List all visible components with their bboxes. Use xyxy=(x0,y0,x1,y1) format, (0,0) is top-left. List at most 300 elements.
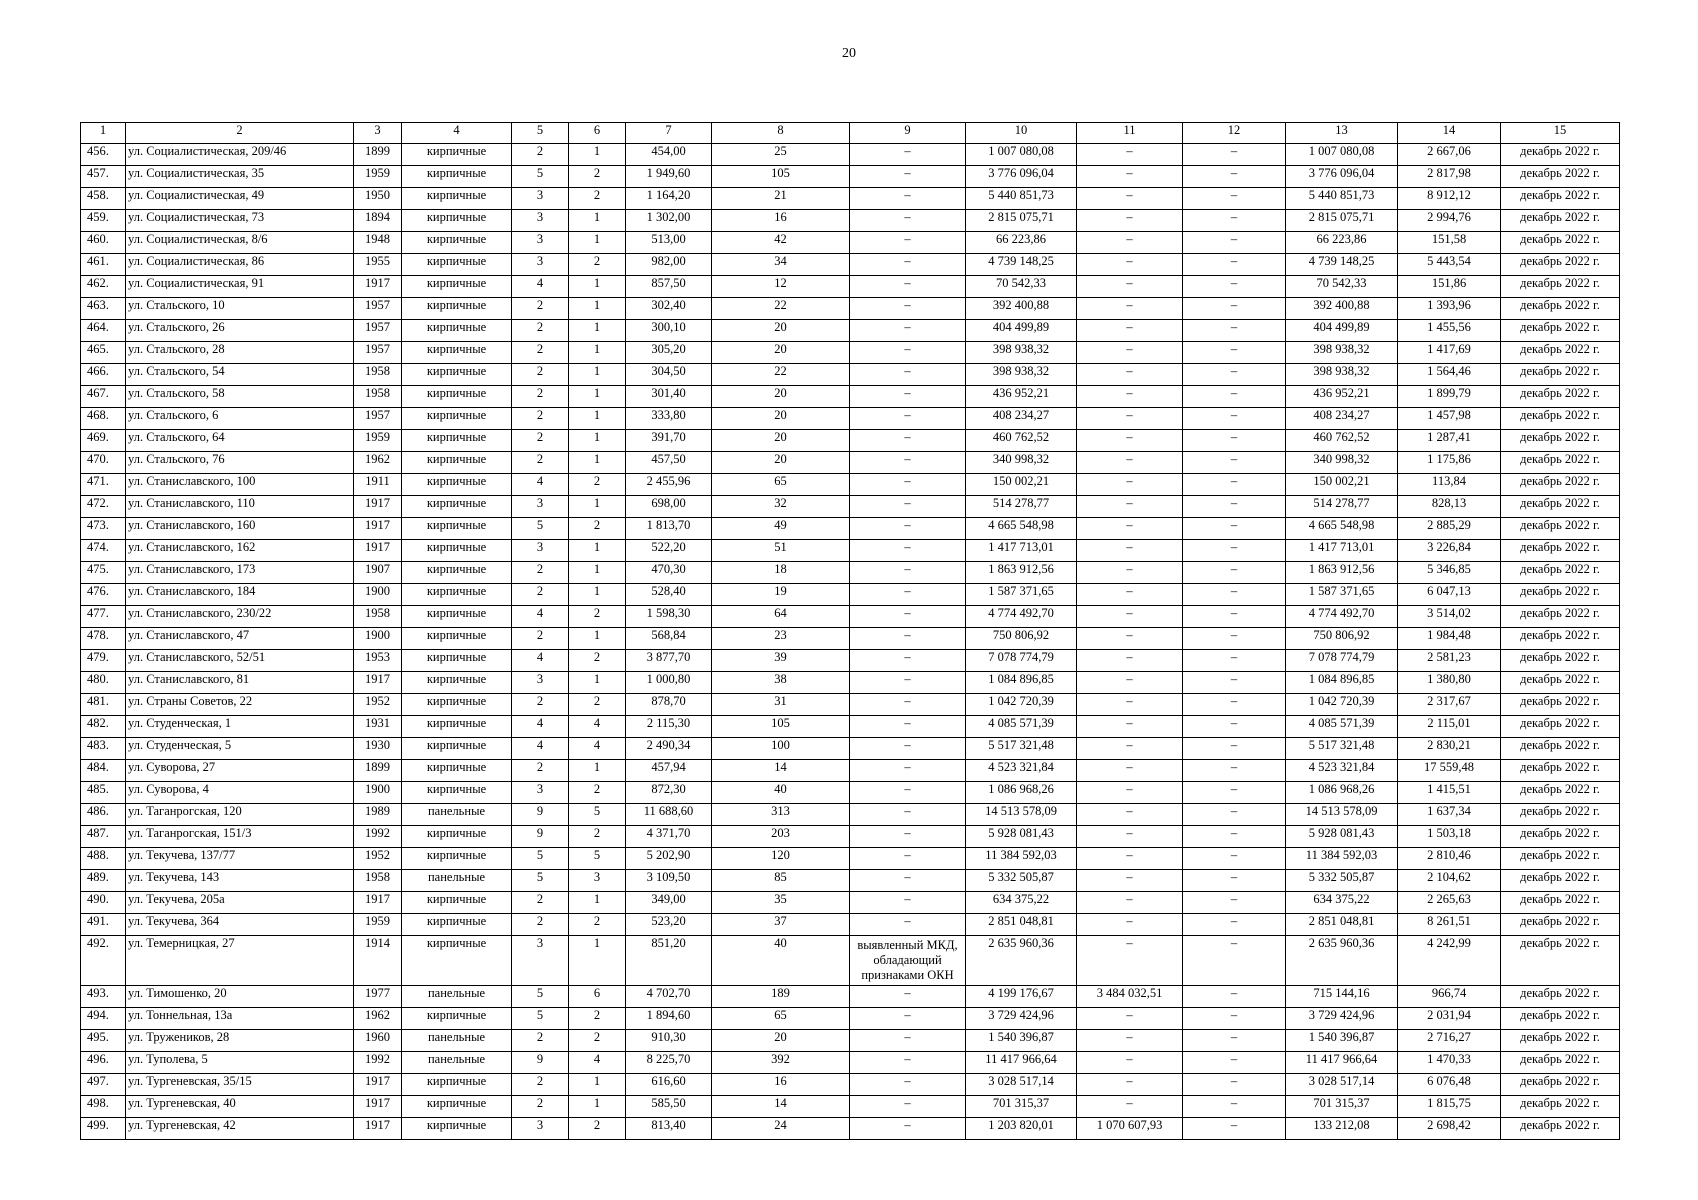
table-cell-col-5: 4 xyxy=(512,738,569,760)
table-cell-col-14: 6 076,48 xyxy=(1398,1074,1501,1096)
table-cell-col-4: кирпичные xyxy=(402,826,512,848)
table-cell-col-10: 340 998,32 xyxy=(966,452,1077,474)
table-cell-col-12: – xyxy=(1183,672,1286,694)
table-row xyxy=(81,518,1620,540)
table-cell-col-10: 4 085 571,39 xyxy=(966,716,1077,738)
table-cell-col-9: – xyxy=(850,364,966,386)
table-cell-col-6: 2 xyxy=(569,188,626,210)
table-cell-col-4: панельные xyxy=(402,1030,512,1052)
table-cell-col-2: ул. Тимошенко, 20 xyxy=(126,986,354,1008)
table-cell-col-4: кирпичные xyxy=(402,716,512,738)
table-cell-col-4: кирпичные xyxy=(402,430,512,452)
table-cell-col-2: ул. Тружеников, 28 xyxy=(126,1030,354,1052)
table-cell-col-13: 404 499,89 xyxy=(1286,320,1398,342)
table-cell-col-13: 1 863 912,56 xyxy=(1286,562,1398,584)
table-cell-col-2: ул. Студенческая, 5 xyxy=(126,738,354,760)
table-cell-col-10: 408 234,27 xyxy=(966,408,1077,430)
table-cell-col-11: – xyxy=(1077,628,1183,650)
table-cell-col-12: – xyxy=(1183,986,1286,1008)
table-cell-col-7: 2 490,34 xyxy=(626,738,712,760)
table-row xyxy=(81,1008,1620,1030)
table-cell-col-11: – xyxy=(1077,518,1183,540)
table-cell-col-12: – xyxy=(1183,1118,1286,1140)
table-cell-col-9: – xyxy=(850,716,966,738)
table-cell-col-3: 1917 xyxy=(354,1074,402,1096)
table-cell-col-13: 1 086 968,26 xyxy=(1286,782,1398,804)
table-cell-col-6: 1 xyxy=(569,672,626,694)
table-cell-col-14: 8 261,51 xyxy=(1398,914,1501,936)
table-cell-col-9: – xyxy=(850,562,966,584)
table-cell-col-15: декабрь 2022 г. xyxy=(1501,1074,1620,1096)
table-cell-col-12: – xyxy=(1183,430,1286,452)
table-cell-col-4: кирпичные xyxy=(402,518,512,540)
table-cell-col-6: 1 xyxy=(569,1074,626,1096)
table-cell-col-1: 482. xyxy=(81,716,126,738)
table-cell-col-7: 2 455,96 xyxy=(626,474,712,496)
table-cell-col-4: кирпичные xyxy=(402,936,512,986)
table-cell-col-12: – xyxy=(1183,496,1286,518)
table-cell-col-13: 150 002,21 xyxy=(1286,474,1398,496)
table-cell-col-15: декабрь 2022 г. xyxy=(1501,408,1620,430)
table-cell-col-10: 11 384 592,03 xyxy=(966,848,1077,870)
table-cell-col-11: – xyxy=(1077,1074,1183,1096)
table-cell-col-1: 462. xyxy=(81,276,126,298)
table-cell-col-7: 11 688,60 xyxy=(626,804,712,826)
table-cell-col-13: 4 774 492,70 xyxy=(1286,606,1398,628)
table-cell-col-10: 436 952,21 xyxy=(966,386,1077,408)
table-cell-col-2: ул. Станиславского, 52/51 xyxy=(126,650,354,672)
table-row xyxy=(81,474,1620,496)
table-cell-col-7: 1 000,80 xyxy=(626,672,712,694)
table-cell-col-14: 8 912,12 xyxy=(1398,188,1501,210)
table-cell-col-8: 20 xyxy=(712,386,850,408)
table-cell-col-5: 5 xyxy=(512,1008,569,1030)
table-cell-col-5: 2 xyxy=(512,914,569,936)
table-cell-col-4: кирпичные xyxy=(402,738,512,760)
table-cell-col-7: 300,10 xyxy=(626,320,712,342)
table-cell-col-7: 523,20 xyxy=(626,914,712,936)
table-cell-col-3: 1989 xyxy=(354,804,402,826)
table-cell-col-5: 2 xyxy=(512,430,569,452)
table-cell-col-11: – xyxy=(1077,672,1183,694)
table-cell-col-14: 1 380,80 xyxy=(1398,672,1501,694)
table-cell-col-3: 1992 xyxy=(354,826,402,848)
table-cell-col-1: 480. xyxy=(81,672,126,694)
table-cell-col-4: кирпичные xyxy=(402,232,512,254)
table-cell-col-14: 966,74 xyxy=(1398,986,1501,1008)
table-cell-col-14: 2 885,29 xyxy=(1398,518,1501,540)
table-cell-col-9: – xyxy=(850,804,966,826)
table-cell-col-9: – xyxy=(850,210,966,232)
table-cell-col-11: – xyxy=(1077,188,1183,210)
table-cell-col-15: декабрь 2022 г. xyxy=(1501,936,1620,986)
table-cell-col-6: 1 xyxy=(569,342,626,364)
table-cell-col-5: 5 xyxy=(512,848,569,870)
table-cell-col-11: – xyxy=(1077,364,1183,386)
table-cell-col-15: декабрь 2022 г. xyxy=(1501,804,1620,826)
table-cell-col-9: – xyxy=(850,760,966,782)
table-row xyxy=(81,232,1620,254)
table-cell-col-15: декабрь 2022 г. xyxy=(1501,298,1620,320)
table-cell-col-4: кирпичные xyxy=(402,650,512,672)
table-cell-col-7: 1 164,20 xyxy=(626,188,712,210)
table-cell-col-8: 105 xyxy=(712,166,850,188)
page-number: 20 xyxy=(842,46,856,61)
column-header-2: 2 xyxy=(126,123,354,144)
table-cell-col-11: – xyxy=(1077,496,1183,518)
table-cell-col-3: 1911 xyxy=(354,474,402,496)
table-cell-col-10: 634 375,22 xyxy=(966,892,1077,914)
table-cell-col-1: 474. xyxy=(81,540,126,562)
table-cell-col-1: 486. xyxy=(81,804,126,826)
table-cell-col-9: выявленный МКД, обладающий признаками ОКН xyxy=(850,936,966,986)
table-cell-col-11: – xyxy=(1077,386,1183,408)
table-cell-col-13: 133 212,08 xyxy=(1286,1118,1398,1140)
table-cell-col-5: 4 xyxy=(512,606,569,628)
table-cell-col-6: 2 xyxy=(569,518,626,540)
table-cell-col-15: декабрь 2022 г. xyxy=(1501,540,1620,562)
table-cell-col-14: 2 716,27 xyxy=(1398,1030,1501,1052)
table-cell-col-11: – xyxy=(1077,298,1183,320)
table-cell-col-12: – xyxy=(1183,1052,1286,1074)
table-cell-col-3: 1992 xyxy=(354,1052,402,1074)
table-cell-col-2: ул. Стальского, 10 xyxy=(126,298,354,320)
table-cell-col-3: 1917 xyxy=(354,518,402,540)
table-cell-col-8: 25 xyxy=(712,144,850,166)
table-cell-col-14: 2 698,42 xyxy=(1398,1118,1501,1140)
table-cell-col-8: 203 xyxy=(712,826,850,848)
table-cell-col-3: 1917 xyxy=(354,540,402,562)
table-cell-col-9: – xyxy=(850,1030,966,1052)
column-header-1: 1 xyxy=(81,123,126,144)
table-cell-col-9: – xyxy=(850,870,966,892)
table-cell-col-13: 2 815 075,71 xyxy=(1286,210,1398,232)
table-cell-col-2: ул. Станиславского, 160 xyxy=(126,518,354,540)
table-row xyxy=(81,1030,1620,1052)
table-cell-col-9: – xyxy=(850,826,966,848)
table-cell-col-12: – xyxy=(1183,694,1286,716)
table-cell-col-6: 1 xyxy=(569,276,626,298)
table-cell-col-1: 464. xyxy=(81,320,126,342)
column-header-3: 3 xyxy=(354,123,402,144)
table-cell-col-13: 5 928 081,43 xyxy=(1286,826,1398,848)
table-cell-col-4: кирпичные xyxy=(402,386,512,408)
table-cell-col-11: – xyxy=(1077,342,1183,364)
table-cell-col-4: кирпичные xyxy=(402,496,512,518)
table-cell-col-4: кирпичные xyxy=(402,254,512,276)
table-cell-col-12: – xyxy=(1183,188,1286,210)
table-cell-col-2: ул. Стальского, 58 xyxy=(126,386,354,408)
table-cell-col-5: 2 xyxy=(512,144,569,166)
table-cell-col-2: ул. Тургеневская, 35/15 xyxy=(126,1074,354,1096)
table-cell-col-9: – xyxy=(850,782,966,804)
table-cell-col-10: 1 540 396,87 xyxy=(966,1030,1077,1052)
table-cell-col-11: – xyxy=(1077,276,1183,298)
table-cell-col-11: – xyxy=(1077,606,1183,628)
table-row xyxy=(81,584,1620,606)
table-cell-col-7: 982,00 xyxy=(626,254,712,276)
table-row xyxy=(81,298,1620,320)
table-cell-col-14: 2 104,62 xyxy=(1398,870,1501,892)
table-row xyxy=(81,914,1620,936)
table-cell-col-2: ул. Текучева, 364 xyxy=(126,914,354,936)
table-cell-col-12: – xyxy=(1183,276,1286,298)
table-cell-col-12: – xyxy=(1183,782,1286,804)
table-cell-col-5: 3 xyxy=(512,254,569,276)
table-cell-col-5: 2 xyxy=(512,408,569,430)
table-cell-col-11: – xyxy=(1077,738,1183,760)
table-cell-col-10: 11 417 966,64 xyxy=(966,1052,1077,1074)
table-cell-col-3: 1958 xyxy=(354,606,402,628)
table-cell-col-1: 467. xyxy=(81,386,126,408)
table-cell-col-15: декабрь 2022 г. xyxy=(1501,232,1620,254)
table-cell-col-7: 851,20 xyxy=(626,936,712,986)
table-cell-col-5: 3 xyxy=(512,210,569,232)
table-cell-col-3: 1930 xyxy=(354,738,402,760)
table-cell-col-6: 1 xyxy=(569,144,626,166)
table-cell-col-11: – xyxy=(1077,650,1183,672)
table-cell-col-8: 20 xyxy=(712,430,850,452)
table-cell-col-8: 40 xyxy=(712,782,850,804)
table-cell-col-15: декабрь 2022 г. xyxy=(1501,1118,1620,1140)
table-cell-col-13: 4 665 548,98 xyxy=(1286,518,1398,540)
table-cell-col-4: кирпичные xyxy=(402,298,512,320)
table-cell-col-6: 4 xyxy=(569,716,626,738)
table-cell-col-2: ул. Таганрогская, 120 xyxy=(126,804,354,826)
table-cell-col-4: кирпичные xyxy=(402,408,512,430)
table-row xyxy=(81,672,1620,694)
table-cell-col-4: кирпичные xyxy=(402,540,512,562)
table-cell-col-11: – xyxy=(1077,474,1183,496)
table-cell-col-9: – xyxy=(850,848,966,870)
table-cell-col-3: 1957 xyxy=(354,320,402,342)
table-row xyxy=(81,848,1620,870)
table-cell-col-2: ул. Темерницкая, 27 xyxy=(126,936,354,986)
table-cell-col-2: ул. Социалистическая, 49 xyxy=(126,188,354,210)
table-cell-col-13: 392 400,88 xyxy=(1286,298,1398,320)
table-cell-col-8: 22 xyxy=(712,364,850,386)
table-cell-col-1: 458. xyxy=(81,188,126,210)
table-cell-col-14: 2 317,67 xyxy=(1398,694,1501,716)
housing-table xyxy=(80,122,1620,1140)
table-cell-col-15: декабрь 2022 г. xyxy=(1501,342,1620,364)
table-cell-col-7: 568,84 xyxy=(626,628,712,650)
table-cell-col-7: 616,60 xyxy=(626,1074,712,1096)
table-cell-col-3: 1917 xyxy=(354,276,402,298)
table-cell-col-7: 457,50 xyxy=(626,452,712,474)
table-cell-col-11: – xyxy=(1077,430,1183,452)
table-cell-col-12: – xyxy=(1183,408,1286,430)
table-cell-col-11: – xyxy=(1077,892,1183,914)
table-cell-col-5: 2 xyxy=(512,584,569,606)
table-cell-col-15: декабрь 2022 г. xyxy=(1501,1030,1620,1052)
table-cell-col-13: 3 028 517,14 xyxy=(1286,1074,1398,1096)
table-cell-col-12: – xyxy=(1183,870,1286,892)
table-cell-col-1: 459. xyxy=(81,210,126,232)
table-cell-col-3: 1931 xyxy=(354,716,402,738)
table-cell-col-9: – xyxy=(850,1008,966,1030)
table-cell-col-13: 3 776 096,04 xyxy=(1286,166,1398,188)
table-cell-col-8: 22 xyxy=(712,298,850,320)
table-cell-col-10: 150 002,21 xyxy=(966,474,1077,496)
table-cell-col-15: декабрь 2022 г. xyxy=(1501,562,1620,584)
table-cell-col-7: 349,00 xyxy=(626,892,712,914)
table-cell-col-10: 514 278,77 xyxy=(966,496,1077,518)
table-cell-col-8: 20 xyxy=(712,452,850,474)
table-cell-col-8: 313 xyxy=(712,804,850,826)
table-cell-col-9: – xyxy=(850,144,966,166)
table-cell-col-7: 528,40 xyxy=(626,584,712,606)
table-cell-col-3: 1914 xyxy=(354,936,402,986)
table-cell-col-9: – xyxy=(850,320,966,342)
table-cell-col-1: 465. xyxy=(81,342,126,364)
table-cell-col-4: кирпичные xyxy=(402,166,512,188)
table-cell-col-5: 2 xyxy=(512,1030,569,1052)
table-cell-col-7: 4 371,70 xyxy=(626,826,712,848)
table-cell-col-2: ул. Станиславского, 81 xyxy=(126,672,354,694)
table-cell-col-8: 64 xyxy=(712,606,850,628)
table-cell-col-13: 408 234,27 xyxy=(1286,408,1398,430)
table-cell-col-13: 5 332 505,87 xyxy=(1286,870,1398,892)
column-header-8: 8 xyxy=(712,123,850,144)
table-cell-col-5: 4 xyxy=(512,716,569,738)
table-cell-col-9: – xyxy=(850,672,966,694)
table-cell-col-6: 2 xyxy=(569,1118,626,1140)
table-cell-col-13: 514 278,77 xyxy=(1286,496,1398,518)
table-cell-col-9: – xyxy=(850,650,966,672)
table-cell-col-15: декабрь 2022 г. xyxy=(1501,1008,1620,1030)
table-cell-col-15: декабрь 2022 г. xyxy=(1501,386,1620,408)
table-cell-col-7: 457,94 xyxy=(626,760,712,782)
table-cell-col-6: 2 xyxy=(569,1008,626,1030)
table-cell-col-15: декабрь 2022 г. xyxy=(1501,1052,1620,1074)
table-cell-col-8: 31 xyxy=(712,694,850,716)
table-cell-col-1: 479. xyxy=(81,650,126,672)
table-cell-col-3: 1958 xyxy=(354,386,402,408)
table-row xyxy=(81,540,1620,562)
table-cell-col-7: 1 894,60 xyxy=(626,1008,712,1030)
table-cell-col-4: кирпичные xyxy=(402,188,512,210)
table-cell-col-2: ул. Стальского, 28 xyxy=(126,342,354,364)
table-cell-col-6: 2 xyxy=(569,254,626,276)
table-cell-col-3: 1917 xyxy=(354,672,402,694)
table-row xyxy=(81,1052,1620,1074)
table-cell-col-14: 1 815,75 xyxy=(1398,1096,1501,1118)
table-cell-col-2: ул. Социалистическая, 73 xyxy=(126,210,354,232)
table-cell-col-8: 34 xyxy=(712,254,850,276)
table-cell-col-3: 1900 xyxy=(354,628,402,650)
table-cell-col-14: 2 667,06 xyxy=(1398,144,1501,166)
table-cell-col-15: декабрь 2022 г. xyxy=(1501,364,1620,386)
table-cell-col-15: декабрь 2022 г. xyxy=(1501,276,1620,298)
table-cell-col-13: 70 542,33 xyxy=(1286,276,1398,298)
table-cell-col-7: 872,30 xyxy=(626,782,712,804)
table-cell-col-5: 5 xyxy=(512,518,569,540)
table-cell-col-6: 1 xyxy=(569,430,626,452)
table-cell-col-1: 481. xyxy=(81,694,126,716)
table-cell-col-7: 813,40 xyxy=(626,1118,712,1140)
table-cell-col-3: 1953 xyxy=(354,650,402,672)
table-cell-col-15: декабрь 2022 г. xyxy=(1501,782,1620,804)
table-cell-col-6: 1 xyxy=(569,386,626,408)
table-cell-col-15: декабрь 2022 г. xyxy=(1501,628,1620,650)
table-cell-col-8: 35 xyxy=(712,892,850,914)
table-cell-col-11: – xyxy=(1077,782,1183,804)
table-cell-col-8: 23 xyxy=(712,628,850,650)
table-cell-col-9: – xyxy=(850,738,966,760)
table-row xyxy=(81,738,1620,760)
table-cell-col-10: 1 086 968,26 xyxy=(966,782,1077,804)
table-cell-col-2: ул. Стальского, 54 xyxy=(126,364,354,386)
table-cell-col-6: 1 xyxy=(569,364,626,386)
table-cell-col-3: 1960 xyxy=(354,1030,402,1052)
table-cell-col-1: 484. xyxy=(81,760,126,782)
table-cell-col-9: – xyxy=(850,1118,966,1140)
table-cell-col-1: 483. xyxy=(81,738,126,760)
column-header-11: 11 xyxy=(1077,123,1183,144)
table-cell-col-2: ул. Туполева, 5 xyxy=(126,1052,354,1074)
table-cell-col-2: ул. Стальского, 6 xyxy=(126,408,354,430)
table-cell-col-3: 1894 xyxy=(354,210,402,232)
table-cell-col-1: 498. xyxy=(81,1096,126,1118)
table-cell-col-3: 1917 xyxy=(354,496,402,518)
table-row xyxy=(81,606,1620,628)
table-cell-col-13: 398 938,32 xyxy=(1286,342,1398,364)
table-cell-col-9: – xyxy=(850,694,966,716)
table-cell-col-8: 105 xyxy=(712,716,850,738)
table-cell-col-8: 100 xyxy=(712,738,850,760)
table-cell-col-5: 3 xyxy=(512,1118,569,1140)
table-cell-col-13: 4 523 321,84 xyxy=(1286,760,1398,782)
table-row xyxy=(81,562,1620,584)
table-cell-col-11: – xyxy=(1077,144,1183,166)
table-cell-col-13: 634 375,22 xyxy=(1286,892,1398,914)
table-cell-col-14: 6 047,13 xyxy=(1398,584,1501,606)
column-header-9: 9 xyxy=(850,123,966,144)
table-cell-col-4: кирпичные xyxy=(402,606,512,628)
table-cell-col-2: ул. Социалистическая, 35 xyxy=(126,166,354,188)
table-cell-col-13: 436 952,21 xyxy=(1286,386,1398,408)
table-cell-col-13: 1 007 080,08 xyxy=(1286,144,1398,166)
table-cell-col-1: 457. xyxy=(81,166,126,188)
table-cell-col-5: 9 xyxy=(512,826,569,848)
table-cell-col-8: 18 xyxy=(712,562,850,584)
table-cell-col-2: ул. Социалистическая, 86 xyxy=(126,254,354,276)
table-row xyxy=(81,188,1620,210)
table-cell-col-3: 1957 xyxy=(354,408,402,430)
table-cell-col-13: 7 078 774,79 xyxy=(1286,650,1398,672)
table-cell-col-14: 1 175,86 xyxy=(1398,452,1501,474)
table-cell-col-12: – xyxy=(1183,320,1286,342)
table-cell-col-9: – xyxy=(850,914,966,936)
table-cell-col-4: кирпичные xyxy=(402,672,512,694)
table-cell-col-5: 3 xyxy=(512,496,569,518)
table-cell-col-5: 3 xyxy=(512,232,569,254)
column-header-15: 15 xyxy=(1501,123,1620,144)
table-cell-col-3: 1962 xyxy=(354,1008,402,1030)
table-cell-col-10: 4 523 321,84 xyxy=(966,760,1077,782)
table-cell-col-15: декабрь 2022 г. xyxy=(1501,144,1620,166)
table-cell-col-12: – xyxy=(1183,826,1286,848)
table-cell-col-4: кирпичные xyxy=(402,276,512,298)
table-cell-col-13: 1 042 720,39 xyxy=(1286,694,1398,716)
table-cell-col-6: 1 xyxy=(569,298,626,320)
table-cell-col-1: 495. xyxy=(81,1030,126,1052)
table-cell-col-7: 454,00 xyxy=(626,144,712,166)
table-cell-col-3: 1899 xyxy=(354,760,402,782)
table-cell-col-13: 1 084 896,85 xyxy=(1286,672,1398,694)
table-cell-col-3: 1958 xyxy=(354,870,402,892)
